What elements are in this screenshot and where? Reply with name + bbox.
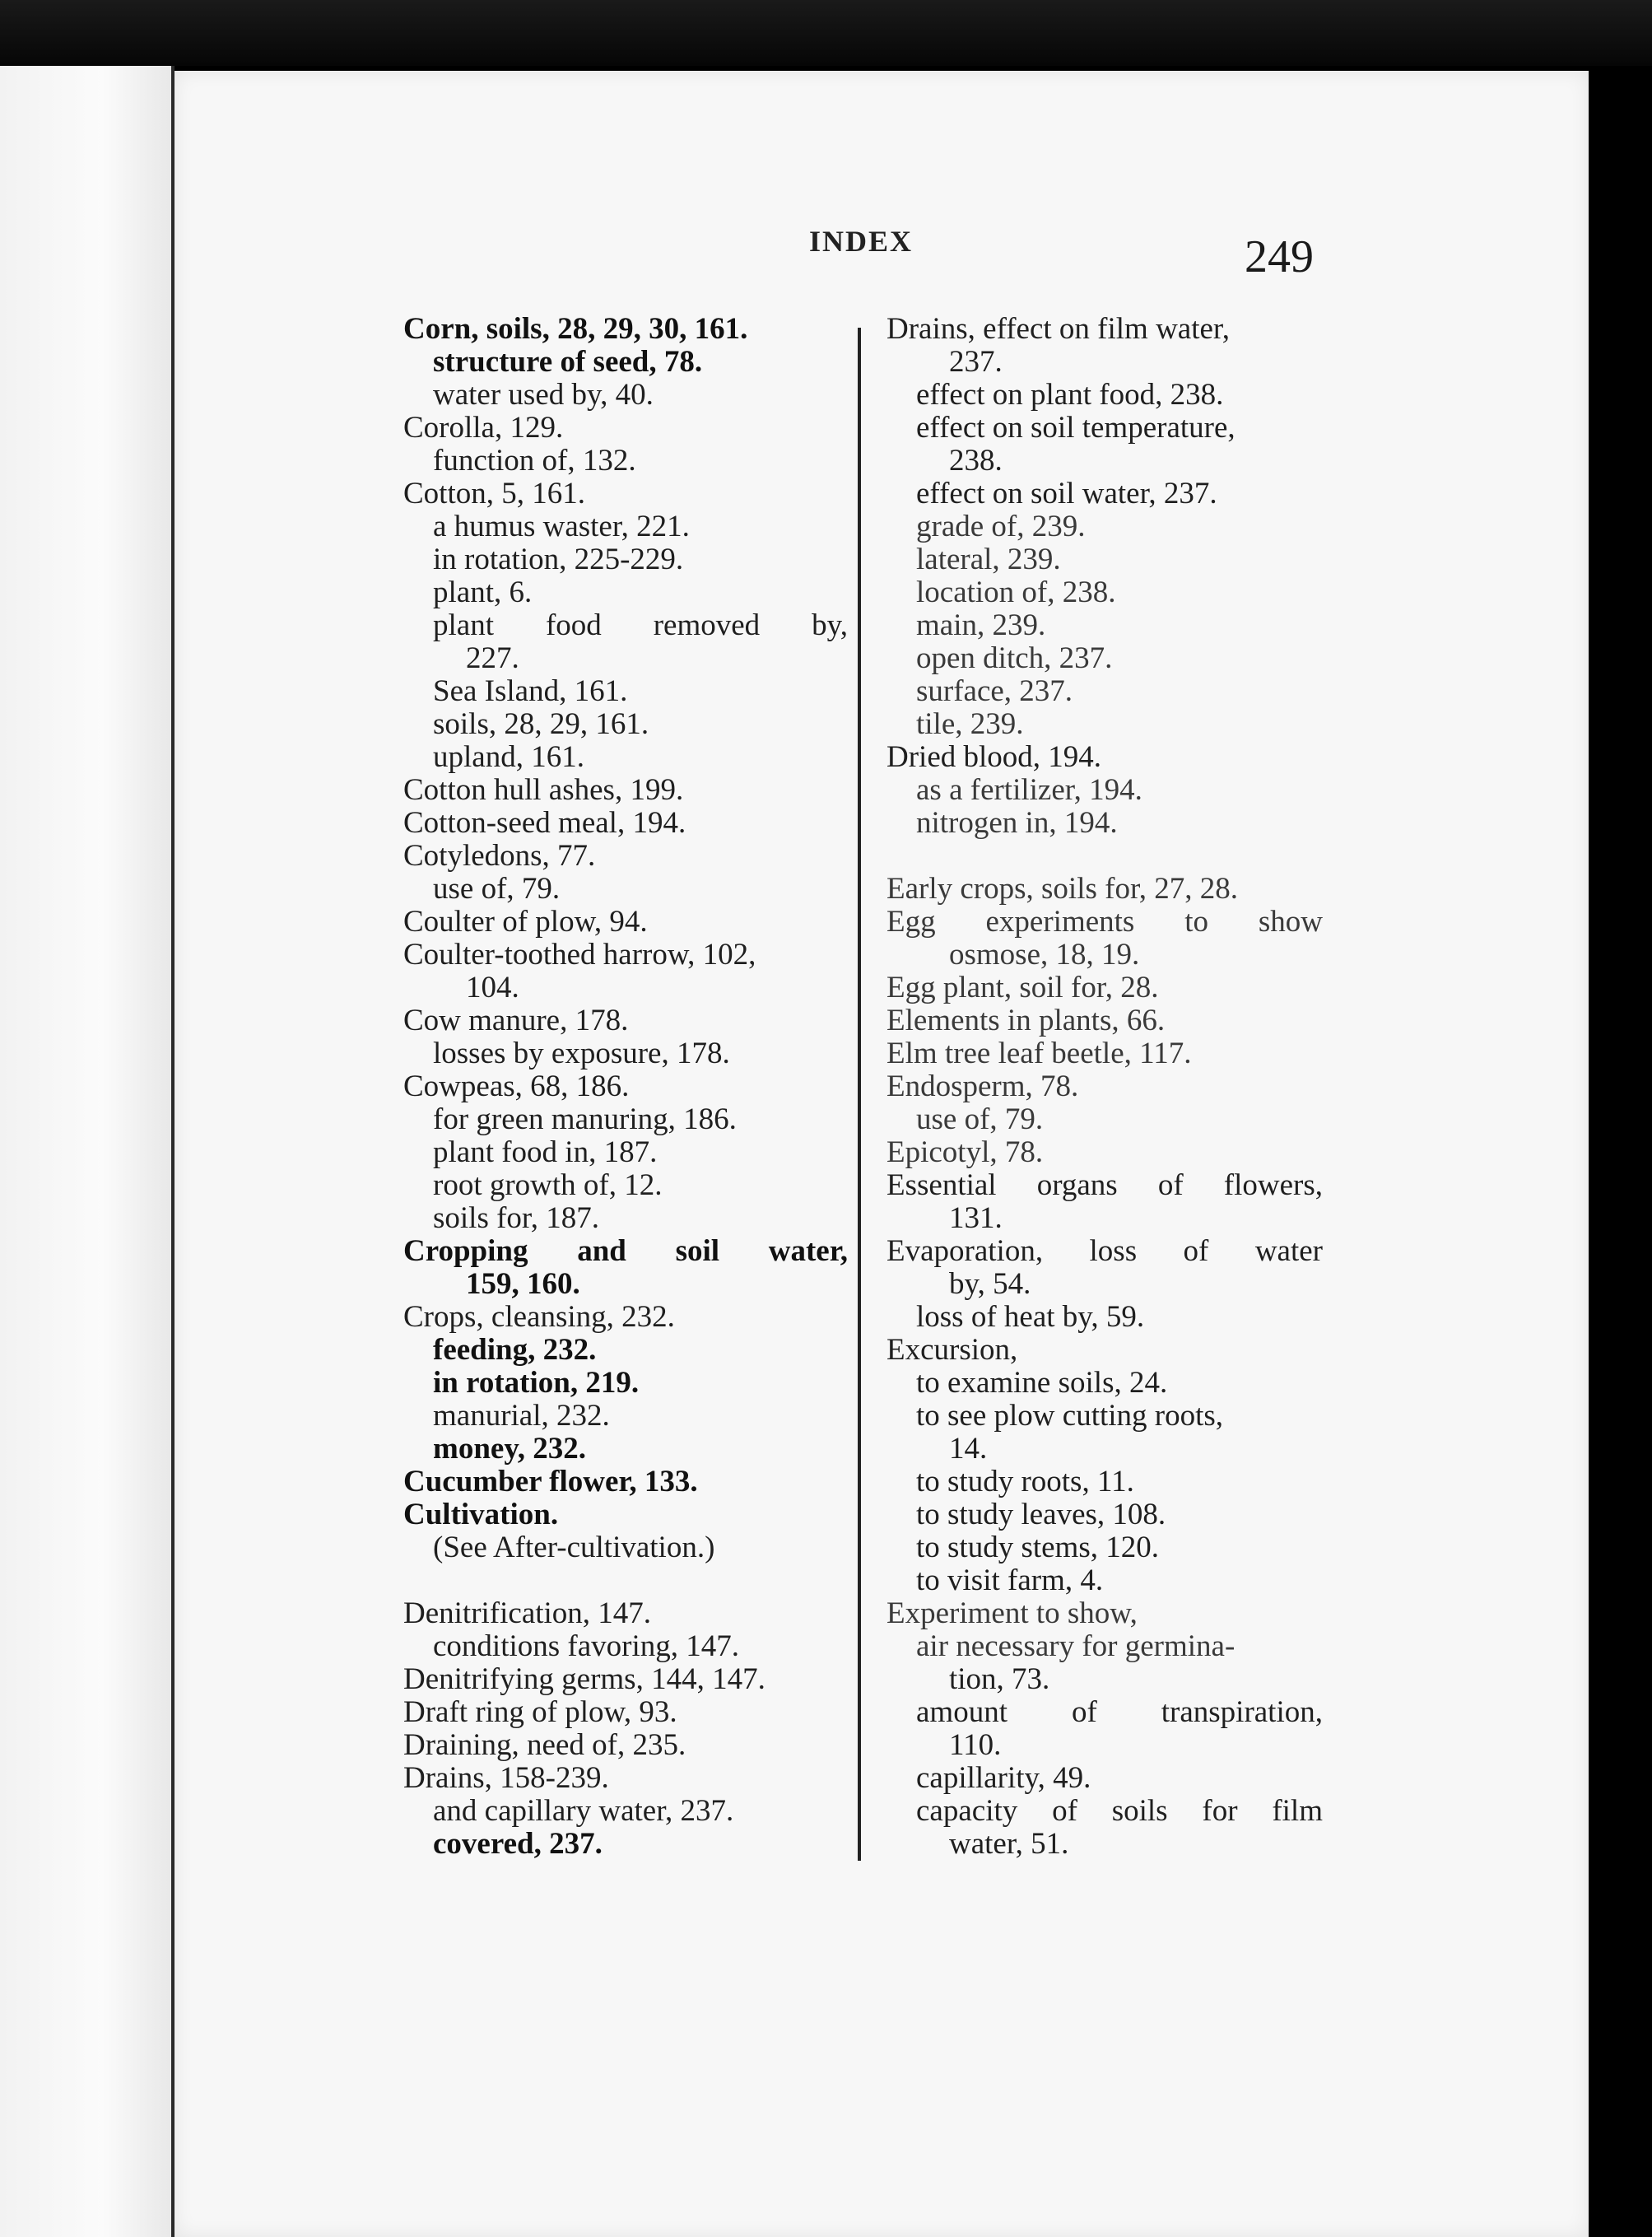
index-entry: Elements in plants, 66. (886, 1004, 1166, 1037)
index-subentry: 14. (949, 1432, 988, 1466)
index-subentry: soils for, 187. (433, 1201, 600, 1235)
index-subentry: as a fertilizer, 194. (916, 773, 1142, 807)
index-subentry: 104. (466, 971, 519, 1004)
index-entry: Cucumber flower, 133. (403, 1465, 698, 1498)
page-number: 249 (1245, 231, 1314, 282)
page-title: INDEX (809, 225, 914, 258)
index-subentry: a humus waster, 221. (433, 510, 690, 543)
index-subentry: to visit farm, 4. (916, 1564, 1104, 1597)
index-subentry: tile, 239. (916, 707, 1024, 741)
index-subentry: 159, 160. (466, 1267, 580, 1301)
index-subentry: tion, 73. (949, 1662, 1050, 1696)
index-subentry: in rotation, 225-229. (433, 543, 684, 576)
index-entry: Experiment to show, (886, 1596, 1138, 1630)
index-subentry: to study roots, 11. (916, 1465, 1134, 1498)
index-entry: Cotton hull ashes, 199. (403, 773, 684, 807)
index-subentry: (See After-cultivation.) (433, 1531, 715, 1564)
index-subentry: money, 232. (433, 1432, 587, 1466)
index-subentry: structure of seed, 78. (433, 345, 703, 379)
index-subentry: main, 239. (916, 608, 1046, 642)
index-entry: Drains, 158-239. (403, 1761, 609, 1795)
index-entry: Egg experiments to show (886, 905, 1323, 939)
index-subentry: amount of transpiration, (916, 1695, 1323, 1729)
index-entry: Dried blood, 194. (886, 740, 1102, 774)
index-subentry: covered, 237. (433, 1827, 603, 1861)
index-subentry: capacity of soils for film (916, 1794, 1323, 1828)
index-subentry: Sea Island, 161. (433, 674, 628, 708)
index-entry: Essential organs of flowers, (886, 1168, 1323, 1202)
index-subentry: effect on soil water, 237. (916, 477, 1217, 510)
index-subentry: upland, 161. (433, 740, 584, 774)
index-subentry: 227. (466, 641, 519, 675)
index-subentry: conditions favoring, 147. (433, 1629, 740, 1663)
index-entry: Drains, effect on film water, (886, 312, 1231, 346)
index-subentry: to examine soils, 24. (916, 1366, 1168, 1400)
index-entry: Corolla, 129. (403, 411, 564, 445)
index-subentry: plant food in, 187. (433, 1135, 658, 1169)
index-subentry: losses by exposure, 178. (433, 1037, 730, 1070)
index-entry: Cotyledons, 77. (403, 839, 596, 873)
index-section-gap (886, 840, 1323, 873)
index-subentry: and capillary water, 237. (433, 1794, 734, 1828)
index-entry: Crops, cleansing, 232. (403, 1300, 675, 1334)
index-entry: Evaporation, loss of water (886, 1234, 1323, 1268)
scan-top-edge (0, 0, 1652, 66)
index-entry: Denitrification, 147. (403, 1596, 652, 1630)
index-subentry: osmose, 18, 19. (949, 938, 1140, 972)
index-entry: Cowpeas, 68, 186. (403, 1070, 630, 1103)
index-subentry: in rotation, 219. (433, 1366, 640, 1400)
index-entry: Draining, need of, 235. (403, 1728, 686, 1762)
index-subentry: manurial, 232. (433, 1399, 610, 1433)
index-entry: Egg plant, soil for, 28. (886, 971, 1159, 1004)
index-entry: Cotton, 5, 161. (403, 477, 585, 510)
index-subentry: capillarity, 49. (916, 1761, 1091, 1795)
book-page (175, 71, 1589, 2237)
index-subentry: 110. (949, 1728, 1002, 1762)
index-subentry: 238. (949, 444, 1003, 478)
index-entry: Cotton-seed meal, 194. (403, 806, 686, 840)
index-subentry: 237. (949, 345, 1003, 379)
index-entry: Coulter of plow, 94. (403, 905, 648, 939)
index-entry: Coulter-toothed harrow, 102, (403, 938, 756, 972)
index-entry: Elm tree leaf beetle, 117. (886, 1037, 1192, 1070)
index-entry: Denitrifying germs, 144, 147. (403, 1662, 766, 1696)
index-subentry: feeding, 232. (433, 1333, 597, 1367)
index-subentry: lateral, 239. (916, 543, 1061, 576)
index-subentry: nitrogen in, 194. (916, 806, 1118, 840)
index-entry: Epicotyl, 78. (886, 1135, 1044, 1169)
index-subentry: root growth of, 12. (433, 1168, 663, 1202)
column-divider (858, 328, 861, 1861)
index-column-left (403, 313, 848, 1861)
index-subentry: soils, 28, 29, 161. (433, 707, 649, 741)
index-subentry: plant food removed by, (433, 608, 848, 642)
index-subentry: air necessary for germina- (916, 1629, 1236, 1663)
index-subentry: effect on plant food, 238. (916, 378, 1224, 412)
index-entry: Endosperm, 78. (886, 1070, 1079, 1103)
index-section-gap (403, 1564, 848, 1597)
index-column-right (886, 313, 1323, 1861)
index-entry: Excursion, (886, 1333, 1018, 1367)
index-subentry: water used by, 40. (433, 378, 654, 412)
index-subentry: loss of heat by, 59. (916, 1300, 1145, 1334)
index-entry: Cow manure, 178. (403, 1004, 629, 1037)
index-entry: Early crops, soils for, 27, 28. (886, 872, 1239, 906)
index-subentry: use of, 79. (433, 872, 561, 906)
index-subentry: by, 54. (949, 1267, 1031, 1301)
index-subentry: surface, 237. (916, 674, 1073, 708)
index-entry: Cultivation. (403, 1498, 559, 1531)
index-subentry: function of, 132. (433, 444, 636, 478)
index-subentry: water, 51. (949, 1827, 1069, 1861)
index-subentry: to study leaves, 108. (916, 1498, 1166, 1531)
facing-page-edge (0, 66, 175, 2237)
index-entry: Corn, soils, 28, 29, 30, 161. (403, 312, 748, 346)
index-subentry: grade of, 239. (916, 510, 1086, 543)
index-subentry: location of, 238. (916, 576, 1116, 609)
index-subentry: for green manuring, 186. (433, 1102, 737, 1136)
index-subentry: use of, 79. (916, 1102, 1044, 1136)
index-entry: Draft ring of plow, 93. (403, 1695, 677, 1729)
index-subentry: 131. (949, 1201, 1003, 1235)
index-subentry: open ditch, 237. (916, 641, 1113, 675)
index-entry: Cropping and soil water, (403, 1234, 848, 1268)
index-subentry: to see plow cutting roots, (916, 1399, 1224, 1433)
index-subentry: to study stems, 120. (916, 1531, 1159, 1564)
index-subentry: plant, 6. (433, 576, 533, 609)
index-subentry: effect on soil temperature, (916, 411, 1236, 445)
